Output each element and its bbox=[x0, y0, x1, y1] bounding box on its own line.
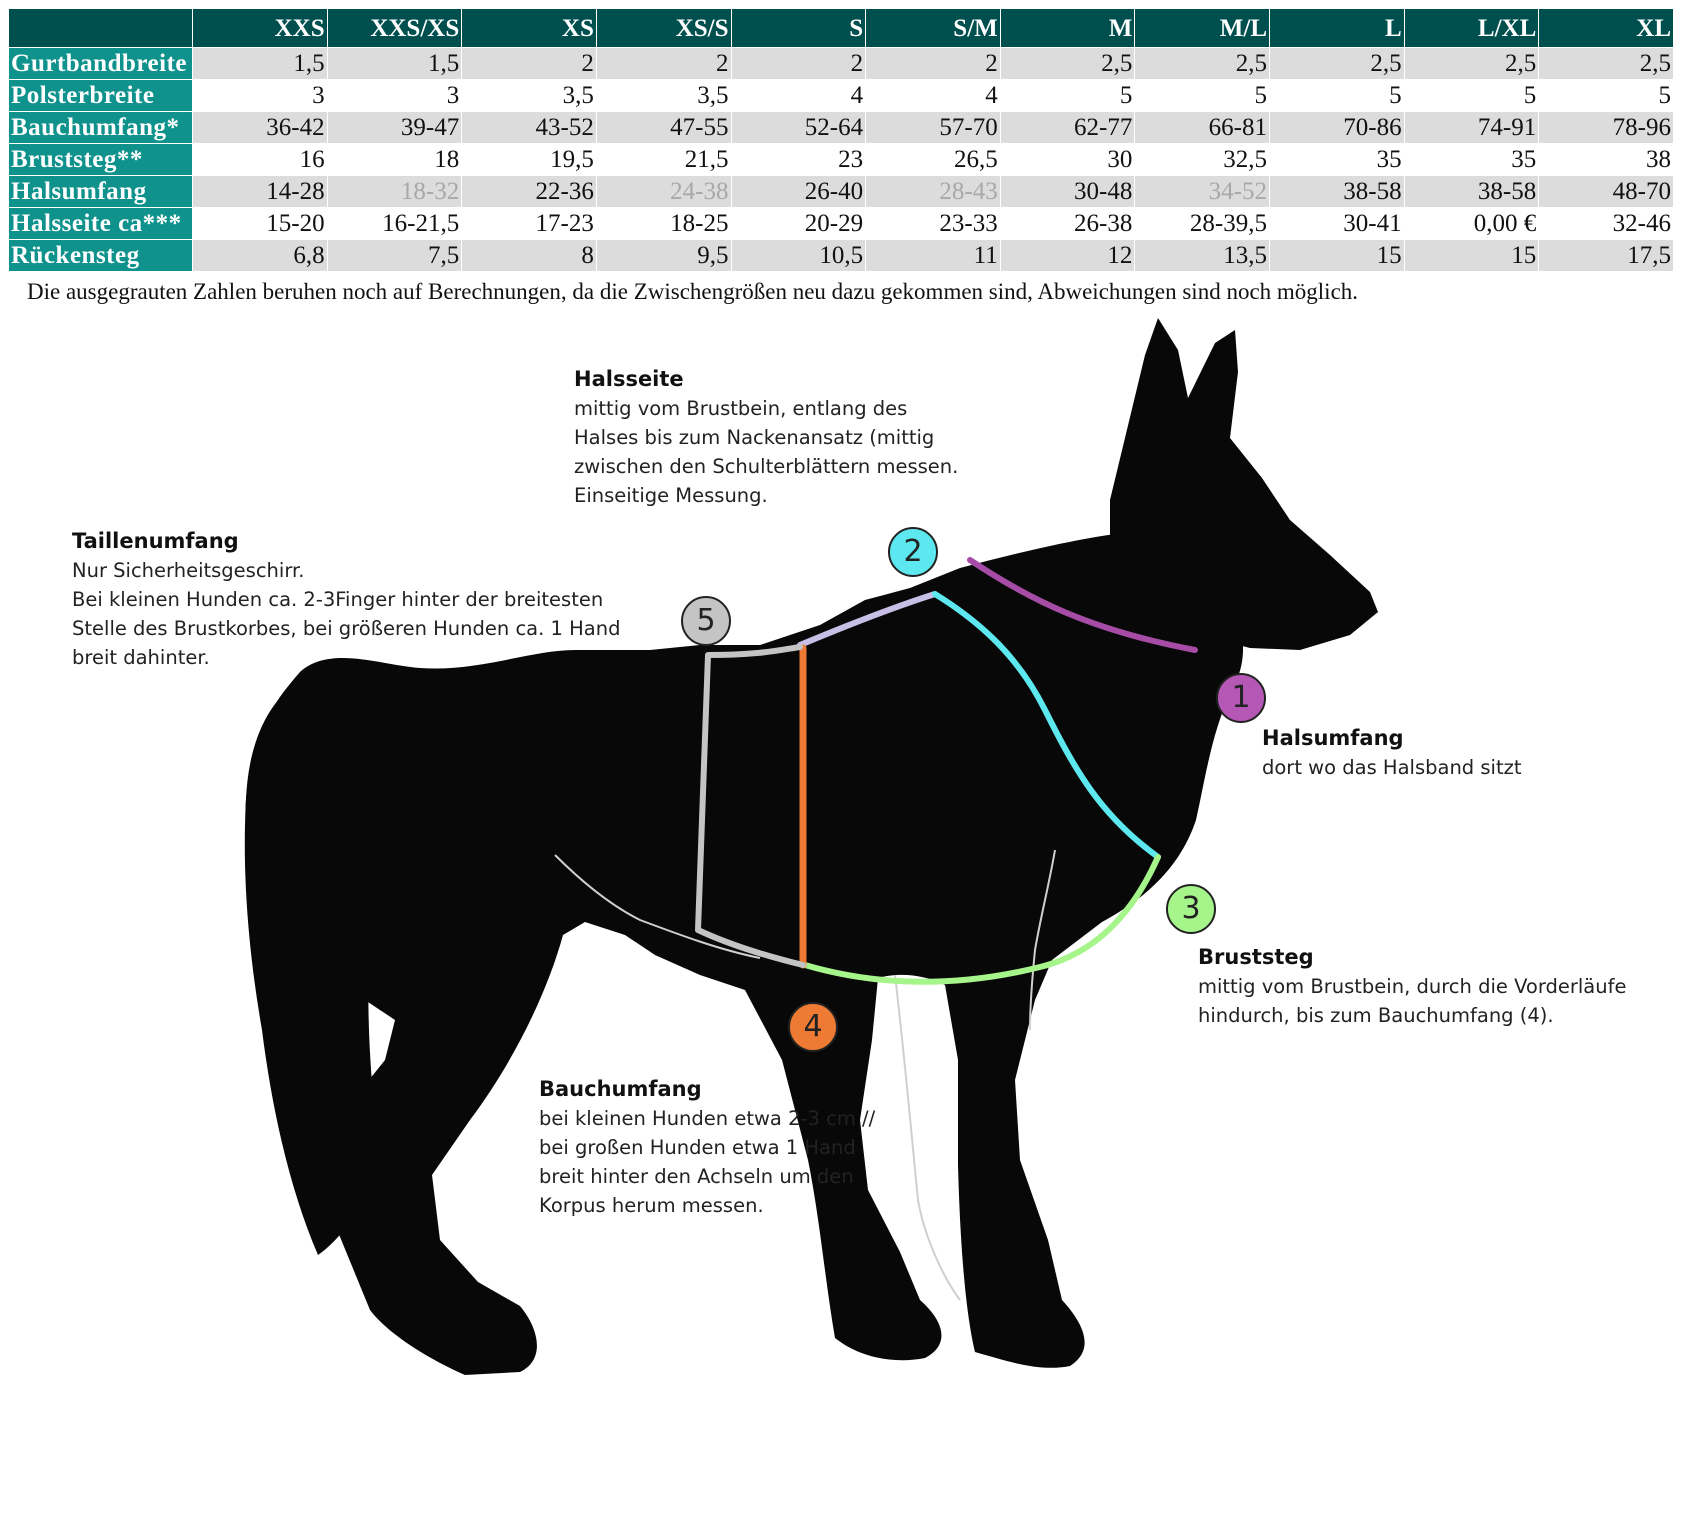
table-cell: 66-81 bbox=[1135, 112, 1270, 144]
table-cell: 28-39,5 bbox=[1135, 208, 1270, 240]
table-cell: 8 bbox=[462, 240, 597, 272]
row-label: Polsterbreite bbox=[9, 80, 193, 112]
label-text: breit dahinter. bbox=[72, 646, 210, 669]
row-label: Halsseite ca*** bbox=[9, 208, 193, 240]
size-column-header: L bbox=[1270, 9, 1405, 48]
label-text: dort wo das Halsband sitzt bbox=[1262, 756, 1522, 779]
table-cell: 2 bbox=[596, 48, 731, 80]
table-cell: 52-64 bbox=[731, 112, 866, 144]
label-belly-circumference bbox=[539, 1075, 875, 1220]
table-cell: 19,5 bbox=[462, 144, 597, 176]
table-cell: 18-25 bbox=[596, 208, 731, 240]
table-cell: 39-47 bbox=[327, 112, 462, 144]
label-title: Bruststeg bbox=[1198, 945, 1314, 969]
table-cell: 2 bbox=[731, 48, 866, 80]
label-chest-bridge bbox=[1198, 943, 1626, 1030]
table-cell: 23-33 bbox=[866, 208, 1001, 240]
table-footnote: Die ausgegrauten Zahlen beruhen noch auf Berechnungen, da die Zwischengrößen neu dazu gekommen sind, Abweichungen sind noch möglich. bbox=[27, 279, 1359, 304]
table-cell: 78-96 bbox=[1539, 112, 1674, 144]
table-cell: 43-52 bbox=[462, 112, 597, 144]
table-cell: 35 bbox=[1270, 144, 1405, 176]
table-cell: 2 bbox=[462, 48, 597, 80]
table-cell: 2,5 bbox=[1135, 48, 1270, 80]
label-text: Halses bis zum Nackenansatz (mittig bbox=[574, 426, 935, 449]
label-title: Halsseite bbox=[574, 367, 684, 391]
size-column-header: S/M bbox=[866, 9, 1001, 48]
row-label: Bauchumfang* bbox=[9, 112, 193, 144]
label-text: Korpus herum messen. bbox=[539, 1194, 764, 1217]
row-label: Gurtbandbreite bbox=[9, 48, 193, 80]
table-cell: 30-48 bbox=[1000, 176, 1135, 208]
table-cell: 28-43 bbox=[866, 176, 1001, 208]
table-cell: 3 bbox=[327, 80, 462, 112]
table-cell: 18-32 bbox=[327, 176, 462, 208]
size-column-header: M bbox=[1000, 9, 1135, 48]
table-cell: 74-91 bbox=[1404, 112, 1539, 144]
label-title: Halsumfang bbox=[1262, 726, 1404, 750]
label-text: hindurch, bis zum Bauchumfang (4). bbox=[1198, 1004, 1554, 1027]
table-cell: 18 bbox=[327, 144, 462, 176]
table-cell: 35 bbox=[1404, 144, 1539, 176]
table-cell: 2,5 bbox=[1404, 48, 1539, 80]
label-text: Stelle des Brustkorbes, bei größeren Hunden ca. 1 Hand bbox=[72, 617, 621, 640]
table-cell: 2,5 bbox=[1539, 48, 1674, 80]
table-cell: 12 bbox=[1000, 240, 1135, 272]
table-cell: 1,5 bbox=[193, 48, 328, 80]
row-label: Rückensteg bbox=[9, 240, 193, 272]
table-cell: 6,8 bbox=[193, 240, 328, 272]
label-text: mittig vom Brustbein, durch die Vorderläufe bbox=[1198, 975, 1627, 998]
label-text: bei kleinen Hunden etwa 2-3 cm // bbox=[539, 1107, 876, 1130]
table-cell: 20-29 bbox=[731, 208, 866, 240]
label-text: Einseitige Messung. bbox=[574, 484, 768, 507]
table-cell: 17,5 bbox=[1539, 240, 1674, 272]
table-cell: 48-70 bbox=[1539, 176, 1674, 208]
size-column-header: XXS/XS bbox=[327, 9, 462, 48]
size-column-header: S bbox=[731, 9, 866, 48]
table-cell: 17-23 bbox=[462, 208, 597, 240]
label-text: Nur Sicherheitsgeschirr. bbox=[72, 559, 305, 582]
label-title: Taillenumfang bbox=[72, 529, 239, 553]
table-cell: 15-20 bbox=[193, 208, 328, 240]
table-cell: 2,5 bbox=[1000, 48, 1135, 80]
table-cell: 5 bbox=[1270, 80, 1405, 112]
table-cell: 13,5 bbox=[1135, 240, 1270, 272]
table-cell: 15 bbox=[1270, 240, 1405, 272]
size-column-header: XS/S bbox=[596, 9, 731, 48]
table-cell: 32-46 bbox=[1539, 208, 1674, 240]
table-cell: 23 bbox=[731, 144, 866, 176]
label-title: Bauchumfang bbox=[539, 1077, 702, 1101]
table-cell: 3 bbox=[193, 80, 328, 112]
table-cell: 57-70 bbox=[866, 112, 1001, 144]
size-column-header: XL bbox=[1539, 9, 1674, 48]
marker-4-belly-circumference: 4 bbox=[788, 1002, 838, 1052]
table-cell: 16 bbox=[193, 144, 328, 176]
label-text: mittig vom Brustbein, entlang des bbox=[574, 397, 908, 420]
table-cell: 1,5 bbox=[327, 48, 462, 80]
table-cell: 2,5 bbox=[1270, 48, 1405, 80]
label-text: zwischen den Schulterblättern messen. bbox=[574, 455, 959, 478]
marker-5-waist-circumference: 5 bbox=[681, 596, 731, 646]
label-text: bei großen Hunden etwa 1 Hand bbox=[539, 1136, 856, 1159]
table-cell: 16-21,5 bbox=[327, 208, 462, 240]
marker-3-chest-bridge: 3 bbox=[1166, 884, 1216, 934]
size-column-header: XS bbox=[462, 9, 597, 48]
table-cell: 47-55 bbox=[596, 112, 731, 144]
table-cell: 14-28 bbox=[193, 176, 328, 208]
row-label: Halsumfang bbox=[9, 176, 193, 208]
marker-2-neck-side: 2 bbox=[888, 527, 938, 577]
table-cell: 3,5 bbox=[462, 80, 597, 112]
table-cell: 4 bbox=[731, 80, 866, 112]
table-cell: 38-58 bbox=[1270, 176, 1405, 208]
table-cell: 34-52 bbox=[1135, 176, 1270, 208]
table-cell: 9,5 bbox=[596, 240, 731, 272]
size-column-header: XXS bbox=[193, 9, 328, 48]
table-cell: 30-41 bbox=[1270, 208, 1405, 240]
table-cell: 10,5 bbox=[731, 240, 866, 272]
label-neck-side bbox=[574, 365, 958, 510]
table-cell: 5 bbox=[1404, 80, 1539, 112]
table-cell: 62-77 bbox=[1000, 112, 1135, 144]
table-cell: 26-40 bbox=[731, 176, 866, 208]
table-cell: 36-42 bbox=[193, 112, 328, 144]
table-cell: 38-58 bbox=[1404, 176, 1539, 208]
size-column-header: M/L bbox=[1135, 9, 1270, 48]
table-cell: 26,5 bbox=[866, 144, 1001, 176]
table-cell: 11 bbox=[866, 240, 1001, 272]
table-cell: 0,00 € bbox=[1404, 208, 1539, 240]
label-waist-circumference bbox=[72, 527, 620, 672]
table-cell: 30 bbox=[1000, 144, 1135, 176]
label-text: Bei kleinen Hunden ca. 2-3Finger hinter der breitesten bbox=[72, 588, 604, 611]
table-cell: 3,5 bbox=[596, 80, 731, 112]
table-cell: 2 bbox=[866, 48, 1001, 80]
row-label: Bruststeg** bbox=[9, 144, 193, 176]
table-cell: 24-38 bbox=[596, 176, 731, 208]
table-cell: 15 bbox=[1404, 240, 1539, 272]
table-cell: 32,5 bbox=[1135, 144, 1270, 176]
table-cell: 5 bbox=[1539, 80, 1674, 112]
table-cell: 5 bbox=[1000, 80, 1135, 112]
table-cell: 7,5 bbox=[327, 240, 462, 272]
table-cell: 4 bbox=[866, 80, 1001, 112]
marker-1-neck-circumference: 1 bbox=[1216, 673, 1266, 723]
size-column-header: L/XL bbox=[1404, 9, 1539, 48]
table-cell: 22-36 bbox=[462, 176, 597, 208]
table-cell: 38 bbox=[1539, 144, 1674, 176]
table-cell: 26-38 bbox=[1000, 208, 1135, 240]
table-cell: 21,5 bbox=[596, 144, 731, 176]
label-text: breit hinter den Achseln um den bbox=[539, 1165, 854, 1188]
label-neck-circumference bbox=[1262, 724, 1522, 782]
table-cell: 5 bbox=[1135, 80, 1270, 112]
table-cell: 70-86 bbox=[1270, 112, 1405, 144]
